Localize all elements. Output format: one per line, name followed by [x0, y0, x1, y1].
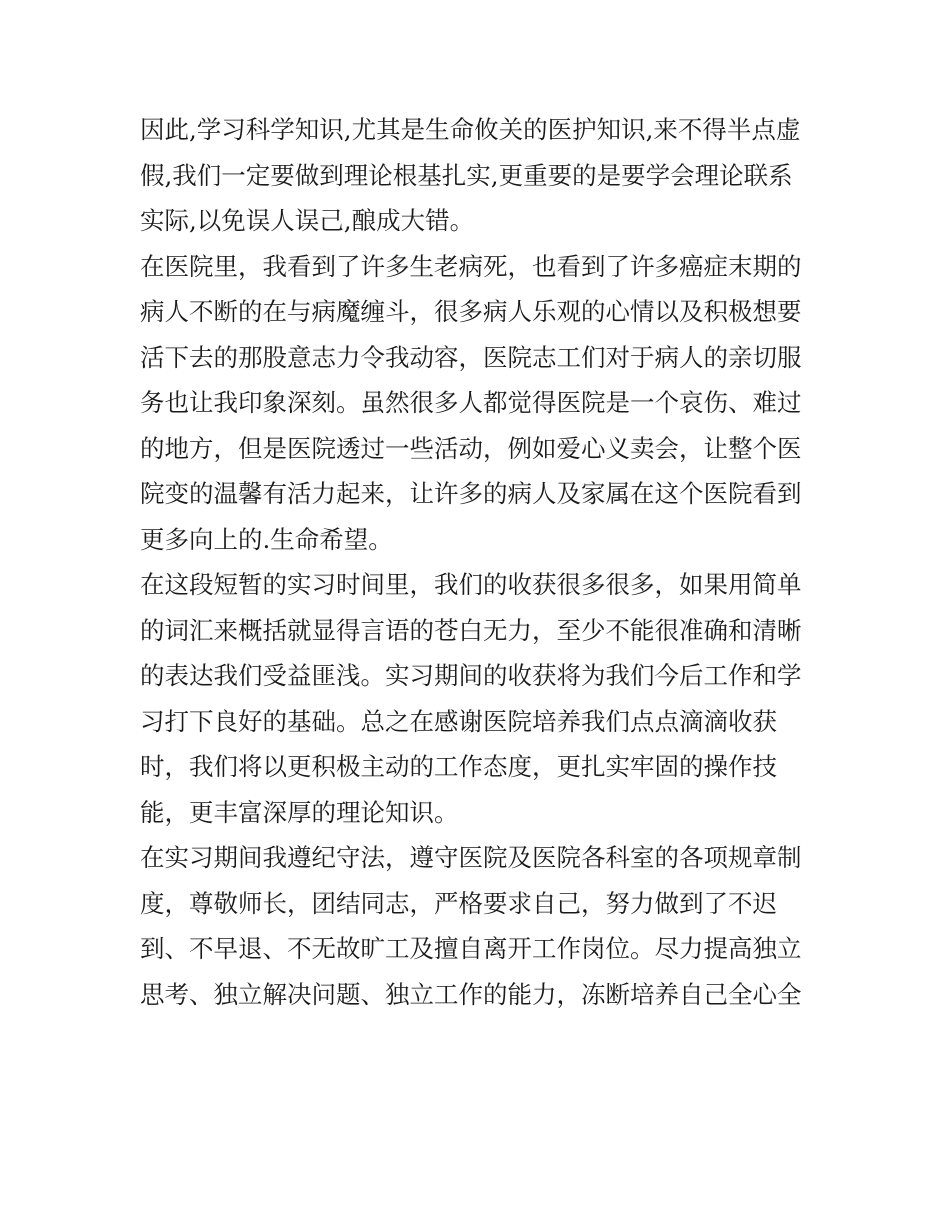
text-line: 的词汇来概括就显得言语的苍白无力，至少不能很准确和清晰 [140, 615, 802, 645]
text-line: 院变的温馨有活力起来，让许多的病人及家属在这个医院看到 [140, 479, 802, 508]
text-line: 时，我们将以更积极主动的工作态度，更扎实牢固的操作技 [140, 752, 777, 781]
text-line: 假,我们一定要做到理论根基扎实,更重要的是要学会理论联系 [140, 160, 793, 190]
body-text [140, 107, 830, 1017]
text-line: 更多向上的.生命希望。 [140, 524, 393, 554]
text-line: 的表达我们受益匪浅。实习期间的收获将为我们今后工作和学 [140, 661, 802, 690]
text-line: 思考、独立解决问题、独立工作的能力，冻断培养自己全心全 [140, 979, 802, 1009]
text-line: 习打下良好的基础。总之在感谢医院培养我们点点滴滴收获 [140, 706, 777, 736]
text-line: 到、不早退、不无故旷工及擅自离开工作岗位。尽力提高独立 [140, 934, 802, 963]
text-line: 务也让我印象深刻。虽然很多人都觉得医院是一个哀伤、难过 [140, 388, 802, 417]
text-line: 的地方，但是医院透过一些活动，例如爱心义卖会，让整个医 [140, 433, 802, 463]
text-line: 活下去的那股意志力令我动容，医院志工们对于病人的亲切服 [140, 342, 802, 372]
text-line: 在这段短暂的实习时间里，我们的收获很多很多，如果用简单 [140, 570, 802, 599]
text-line: 实际,以免误人误己,酿成大错。 [140, 206, 475, 235]
text-line: 因此,学习科学知识,尤其是生命攸关的医护知识,来不得半点虚 [140, 115, 801, 144]
text-line: 能，更丰富深厚的理论知识。 [140, 797, 459, 827]
text-line: 病人不断的在与病魔缠斗，很多病人乐观的心情以及积极想要 [140, 297, 802, 326]
text-line: 在实习期间我遵纪守法，遵守医院及医院各科室的各项规章制 [140, 843, 802, 872]
text-line: 在医院里，我看到了许多生老病死，也看到了许多癌症末期的 [140, 251, 802, 281]
text-line: 度，尊敬师长，团结同志，严格要求自己，努力做到了不迟 [140, 888, 777, 918]
